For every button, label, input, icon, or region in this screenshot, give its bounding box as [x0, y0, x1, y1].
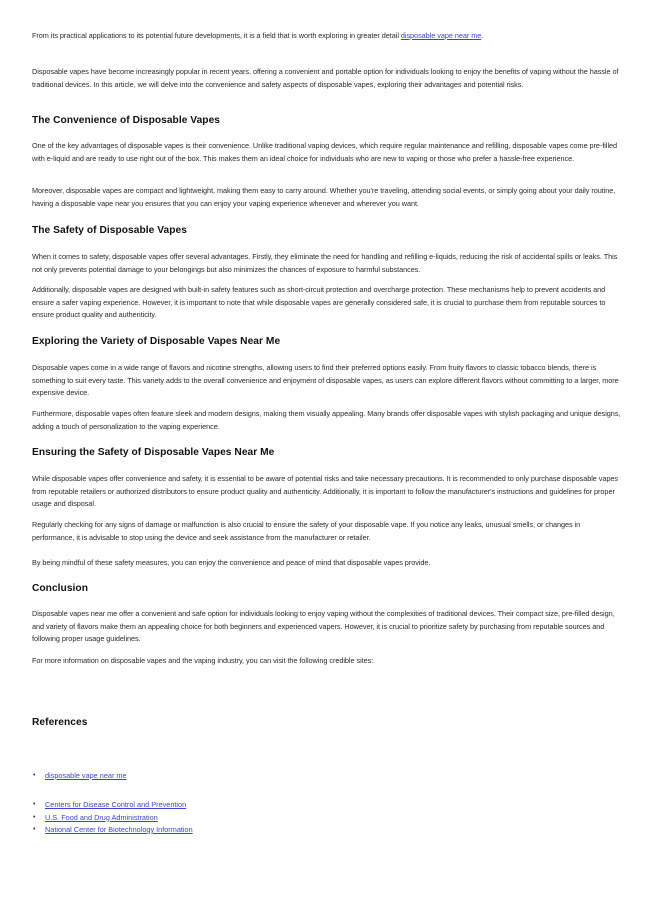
safety-paragraph-2: Additionally, disposable vapes are designed with built-in safety features such as short-circuit protection and overcharge protection. These mechanisms help to prevent accidents and ensure a safer vaping experience. However, it is important to note that while disposable vapes are generally considered safe, it is crucial to purchase them from reputable sources to ensure product quality and authenticity. [32, 285, 606, 320]
heading-ensuring-safety: Ensuring the Safety of Disposable Vapes Near Me [32, 447, 275, 458]
intro-link-disposable-vape-near-me[interactable]: disposable vape near me [400, 31, 482, 40]
heading-safety: The Safety of Disposable Vapes [32, 225, 187, 236]
intro-paragraph: From its practical applications to its potential future developments, it is a field that is worth exploring in greater detail disposable vape near me. [32, 31, 484, 40]
variety-paragraph-1: Disposable vapes come in a wide range of flavors and nicotine strengths, allowing users to find their preferred options easily. From fruity flavors to classic tobacco blends, there is something to suit every taste. This variety adds to the overall convenience and enjoyment of disposable vapes, as users can explore different flavors without committing to a larger, more expensive device. [32, 363, 619, 398]
reference-link-ncbi[interactable]: National Center for Biotechnology Information [45, 825, 193, 834]
heading-conclusion: Conclusion [32, 583, 88, 594]
references-primary-list [32, 770, 622, 783]
conclusion-paragraph-2: For more information on disposable vapes and the vaping industry, you can visit the following credible sites: [32, 656, 374, 665]
reference-item [32, 799, 622, 812]
reference-item [32, 770, 622, 783]
bullet-icon: • [33, 772, 36, 779]
reference-item [32, 824, 622, 837]
heading-variety: Exploring the Variety of Disposable Vapes Near Me [32, 336, 281, 347]
variety-paragraph-2: Furthermore, disposable vapes often feature sleek and modern designs, making them visually appealing. Many brands offer disposable vapes with stylish packaging and unique designs, adding a touch of personalization to the vaping experience. [32, 409, 621, 431]
heading-references: References [32, 717, 88, 728]
convenience-paragraph-1: One of the key advantages of disposable vapes is their convenience. Unlike traditional vaping devices, which require regular maintenance and refilling, disposable vapes come pre-filled with e-liquid and are ready to use right out of the box. This makes them an ideal choice for individuals who are new to vaping or those who prefer a hassle-free experience. [32, 141, 618, 163]
reference-link-cdc[interactable]: Centers for Disease Control and Prevention [45, 800, 187, 809]
references-list [32, 799, 622, 837]
bullet-icon: • [33, 826, 36, 833]
bullet-icon: • [33, 801, 36, 808]
reference-item [32, 812, 622, 825]
reference-link-fda[interactable]: U.S. Food and Drug Administration [45, 812, 158, 822]
bullet-icon: • [33, 813, 36, 821]
reference-link-disposable-vape-near-me[interactable]: disposable vape near me [45, 771, 127, 780]
ensuring-safety-paragraph-2: Regularly checking for any signs of damage or malfunction is also crucial to ensure the safety of your disposable vape. If you notice any leaks, unusual smells, or changes in performance, it is advisable to stop using the device and seek assistance from the manufacturer or retailer. [32, 520, 581, 542]
heading-convenience: The Convenience of Disposable Vapes [32, 115, 221, 126]
safety-paragraph-1: When it comes to safety, disposable vapes offer several advantages. Firstly, they eliminate the need for handling and refilling e-liquids, reducing the risk of accidental spills or leaks. This not only prevents potential damage to your belongings but also minimizes the chances of exposure to harmful substances. [32, 252, 618, 274]
intro-text: From its practical applications to its potential future developments, it is a field that is worth exploring in greater detail [32, 31, 401, 40]
conclusion-paragraph-1: Disposable vapes near me offer a convenient and safe option for individuals looking to enjoy vaping without the complexities of traditional devices. Their compact size, pre-filled design, and variety of flavors make them an appealing choice for both beginners and experienced vapers. However, it is crucial to prioritize safety by purchasing from reputable sources and following proper usage guidelines. [32, 609, 615, 644]
intro-body-paragraph: Disposable vapes have become increasingly popular in recent years, offering a convenient and portable option for individuals looking to enjoy the benefits of vaping without the hassle of traditional devices. In this article, we will delve into the convenience and safety aspects of disposable vapes, exploring their advantages and potential risks. [32, 67, 619, 89]
convenience-paragraph-2: Moreover, disposable vapes are compact and lightweight, making them easy to carry around. Whether you're traveling, attending social events, or simply going about your daily routine, having a disposable vape near you ensures that you can enjoy your vaping experience whenever and wherever you want. [32, 186, 616, 208]
ensuring-safety-paragraph-1: While disposable vapes offer convenience and safety, it is essential to be aware of potential risks and take necessary precautions. It is recommended to only purchase disposable vapes from reputable retailers or authorized distributors to ensure product quality and authenticity. Additionally, it is important to follow the manufacturer's instructions and guidelines for proper usage and disposal. [32, 474, 619, 509]
ensuring-safety-paragraph-3: By being mindful of these safety measures, you can enjoy the convenience and peace of mind that disposable vapes provide. [32, 558, 431, 567]
